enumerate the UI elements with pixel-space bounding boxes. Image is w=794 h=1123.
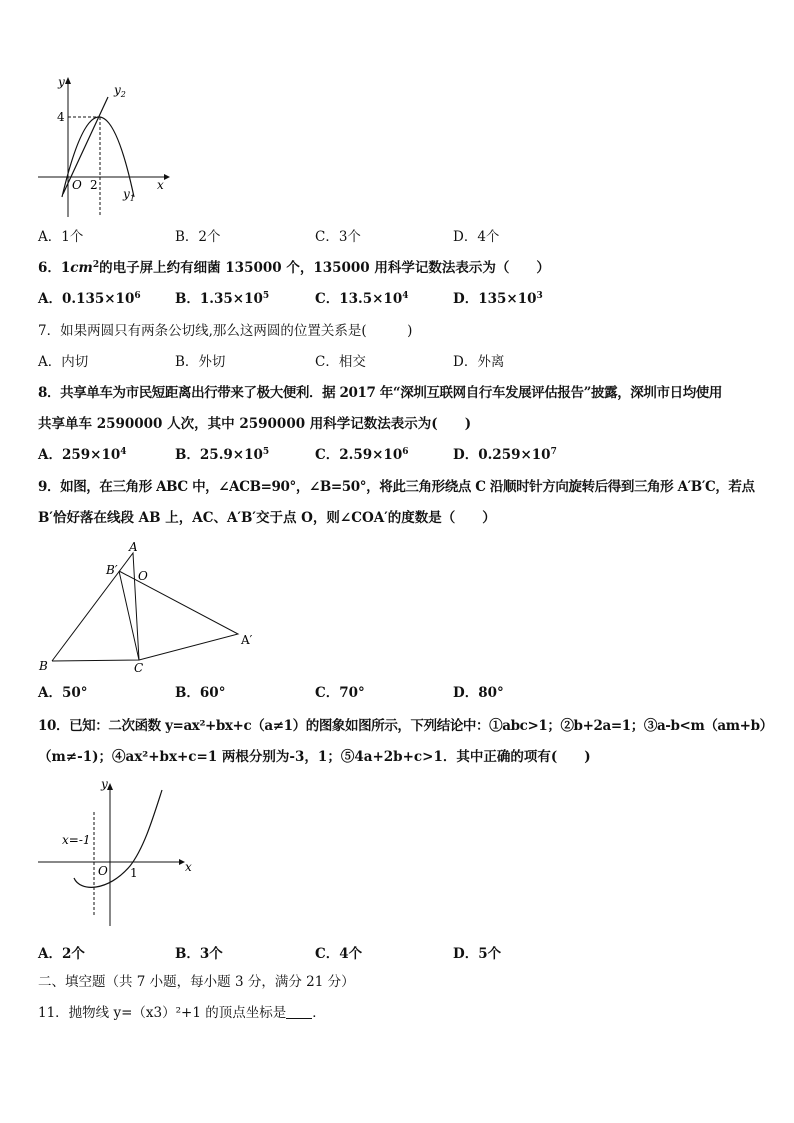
q10-option-b[interactable]: B．3个 xyxy=(175,946,223,962)
q6-option-a[interactable]: A．$0.135\times 10^6$ xyxy=(38,291,141,307)
label-c: C xyxy=(134,661,144,675)
label-a: A xyxy=(129,540,138,554)
symmetry-label: x=-1 xyxy=(62,833,91,847)
triangle-abc xyxy=(52,553,139,661)
q9-question-line1: 9．如图，在三角形 ABC 中，∠ACB=90°，∠B=50°，将此三角形绕点 C 沿顺时针方向旋转后得到三角形 A′B′C，若点 xyxy=(38,479,755,495)
q9-option-c[interactable]: C．70° xyxy=(315,685,365,701)
q10-question-line1: 10．已知：二次函数 y=ax²+bx+c（a≠1）的图象如图所示，下列结论中：①abc>1；②b+2a=1；③a-b<m（am+b） xyxy=(38,718,773,734)
q8-question-line1: 8．共享单车为市民短距离出行带来了极大便利．据 2017 年“深圳互联网自行车发展评估报告”披露，深圳市日均使用 xyxy=(38,385,722,401)
label-b-prime: B′ xyxy=(106,563,118,577)
y1-label: $y_1$ xyxy=(123,187,135,203)
q9-question-line2: B′恰好落在线段 AB 上，AC、A′B′交于点 O，则∠COA′的度数是（ ） xyxy=(38,510,496,526)
triangle-rotation-figure xyxy=(36,538,276,678)
y-axis-label: y xyxy=(101,777,108,791)
y-axis-arrow xyxy=(65,77,71,84)
tick-label-2: 2 xyxy=(90,178,98,192)
q8-options xyxy=(38,446,758,464)
q8-option-c[interactable]: C．$2.59\times 10^6$ xyxy=(315,447,409,463)
origin-label: O xyxy=(98,864,108,878)
q9-options xyxy=(38,684,758,702)
tick-label-4: 4 xyxy=(57,110,65,124)
q10-option-a[interactable]: A．2个 xyxy=(38,946,85,962)
q8-question-line2: 共享单车 2590000 人次，其中 2590000 用科学记数法表示为( ) xyxy=(38,416,472,432)
q10-question-line2: （m≠-1)；④ax²+bx+c=1 两根分别为-3，1；⑤4a+2b+c>1．其中正确的项有( ) xyxy=(38,749,591,765)
q10-option-d[interactable]: D．5个 xyxy=(453,946,502,962)
q6-option-d[interactable]: D．$135\times 10^3$ xyxy=(453,291,543,307)
q7-option-c[interactable]: C．相交 xyxy=(315,354,366,370)
label-b: B xyxy=(39,659,48,673)
q11-answer-blank[interactable] xyxy=(286,1006,312,1019)
label-o: O xyxy=(138,569,148,583)
q5-option-a[interactable]: A．1个 xyxy=(38,229,84,245)
y-axis-label: y xyxy=(58,75,65,89)
q7-option-b[interactable]: B．外切 xyxy=(175,354,226,370)
q5-option-c[interactable]: C．3个 xyxy=(315,229,361,245)
q10-options xyxy=(38,945,758,963)
q7-option-a[interactable]: A．内切 xyxy=(38,354,89,370)
line-y2 xyxy=(63,97,108,194)
y-axis-arrow xyxy=(107,783,113,790)
q5-option-d[interactable]: D．4个 xyxy=(453,229,500,245)
origin-label: O xyxy=(72,178,82,192)
x-axis-arrow xyxy=(164,174,170,180)
q9-option-a[interactable]: A．50° xyxy=(38,685,88,701)
x-axis-label: x xyxy=(185,860,192,874)
label-a-prime: A′ xyxy=(241,633,253,647)
q6-option-c[interactable]: C．$13.5\times 10^4$ xyxy=(315,291,409,307)
q9-option-d[interactable]: D．80° xyxy=(453,685,504,701)
q7-options xyxy=(38,353,758,371)
function-graph-figure xyxy=(36,72,176,222)
q11-question: 11．抛物线 y=（x3）²+1 的顶点坐标是 ． xyxy=(38,1005,326,1021)
q7-option-d[interactable]: D．外离 xyxy=(453,354,505,370)
q10-option-c[interactable]: C．4个 xyxy=(315,946,363,962)
q7-question: 7．如果两圆只有两条公切线,那么这两圆的位置关系是( ) xyxy=(38,323,413,339)
q8-option-b[interactable]: B．$25.9\times 10^5$ xyxy=(175,447,270,463)
q6-option-b[interactable]: B．$1.35\times 10^5$ xyxy=(175,291,270,307)
q6-options xyxy=(38,290,758,308)
q8-option-d[interactable]: D．$0.259\times 10^7$ xyxy=(453,447,557,463)
parabola-figure xyxy=(36,776,201,928)
x-axis-label: x xyxy=(157,178,164,192)
y2-label: $y_2$ xyxy=(114,83,126,99)
tick-label-1: 1 xyxy=(130,866,138,880)
section-2-heading: 二、填空题（共 7 小题，每小题 3 分，满分 21 分） xyxy=(38,974,355,990)
q8-option-a[interactable]: A．$259\times 10^4$ xyxy=(38,447,127,463)
q5-option-b[interactable]: B．2个 xyxy=(175,229,221,245)
q5-options xyxy=(38,228,758,246)
q6-question: 6．$1cm^2$的电子屏上约有细菌 135000 个，135000 用科学记数法表示为（ ） xyxy=(38,260,550,276)
q9-option-b[interactable]: B．60° xyxy=(175,685,226,701)
